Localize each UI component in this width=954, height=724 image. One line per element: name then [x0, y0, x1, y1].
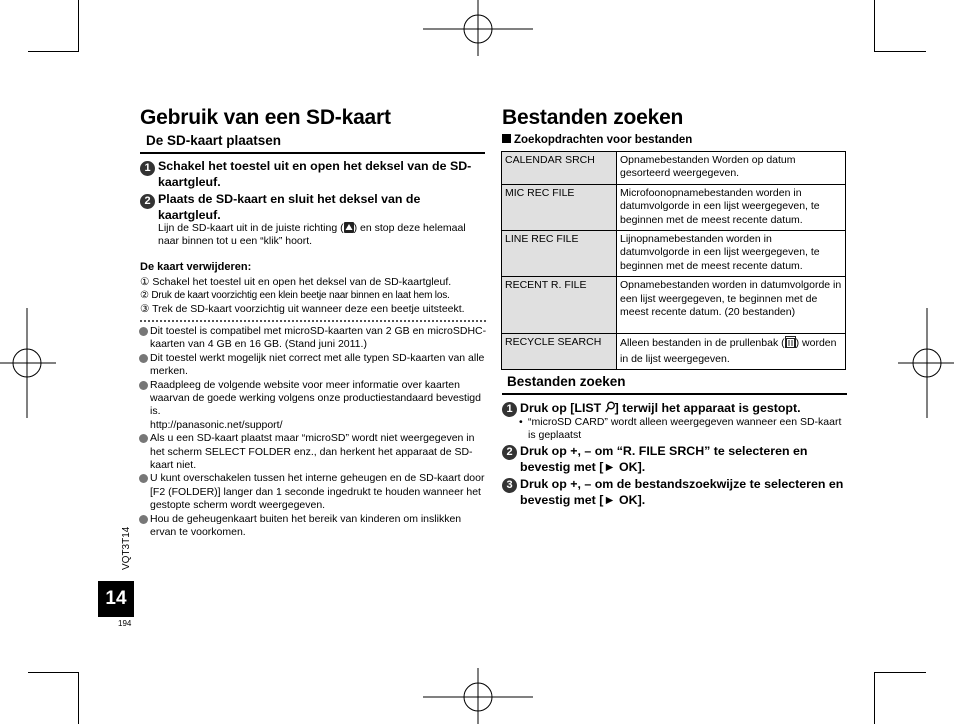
step-2-text: Plaats de SD-kaart en sluit het deksel van de kaartgleuf. [158, 192, 421, 222]
remove-list [140, 276, 488, 316]
crop-mark [874, 672, 926, 673]
crop-mark [28, 51, 79, 52]
registration-mark-left [0, 308, 56, 418]
list-item: Hou de geheugenkaart buiten het bereik van kinderen om inslikken ervan te voorkomen. [139, 513, 487, 540]
list-item: Dit toestel is compatibel met microSD-kaarten van 2 GB en microSDHC-kaarten van 4 GB en 16 GB. (Stand juni 2011.) [139, 325, 487, 352]
crop-mark [78, 672, 79, 724]
table-key: RECENT R. FILE [502, 277, 617, 334]
search-icon [605, 401, 615, 417]
table-key: LINE REC FILE [502, 231, 617, 277]
bullet-icon [139, 434, 148, 443]
section-rule [140, 152, 485, 154]
table-value: Alleen bestanden in de prullenbak ( ) worden in de lijst weergegeven. [617, 334, 846, 370]
model-code: VQT3T14 [121, 526, 132, 570]
list-item: ③ Trek de SD-kaart voorzichtig uit wanneer deze een beetje uitsteekt. [140, 302, 465, 315]
crop-mark [78, 0, 79, 52]
bullet-icon [139, 327, 148, 336]
step-number: 2 [502, 445, 517, 460]
square-bullet-icon [502, 134, 511, 143]
notes-list [139, 325, 487, 540]
crop-mark [874, 51, 926, 52]
remove-title: De kaart verwijderen: [140, 261, 252, 273]
table-title: Zoekopdrachten voor bestanden [502, 134, 692, 146]
support-url: http://panasonic.net/support/ [150, 418, 283, 431]
step-number: 1 [502, 402, 517, 417]
list-item: ① Schakel het toestel uit en open het deksel van de SD-kaartgleuf. [140, 276, 452, 288]
dotted-separator [140, 320, 486, 322]
bullet-icon [139, 354, 148, 363]
table-value: Opnamebestanden Worden op datum gesorteerd weergegeven. [617, 152, 846, 185]
sd-orientation-icon [344, 222, 354, 233]
list-item: Dit toestel werkt mogelijk niet correct met alle typen SD-kaarten van alle merken. [139, 352, 487, 379]
bullet-icon [139, 474, 148, 483]
bullet-icon [139, 381, 148, 390]
table-key: MIC REC FILE [502, 184, 617, 230]
sub-page-number: 194 [118, 619, 132, 628]
registration-mark-bottom [423, 668, 533, 724]
table-value: Opnamebestanden worden in datumvolgorde in een lijst weergegeven, te beginnen met de meest recente datum. (20 bestanden) [617, 277, 846, 334]
section-title-insert: De SD-kaart plaatsen [146, 133, 282, 148]
registration-mark-top [423, 0, 533, 56]
table-key: RECYCLE SEARCH [502, 334, 617, 370]
bullet-icon [139, 515, 148, 524]
table-key: CALENDAR SRCH [502, 152, 617, 185]
step-number: 2 [140, 194, 155, 209]
section-rule [502, 393, 847, 395]
list-item: U kunt overschakelen tussen het interne geheugen en de SD-kaart door [F2 (FOLDER)] langer dan 1 seconde ingedrukt te houden wanneer het gestopte scherm wordt weergegeven. [139, 472, 487, 512]
search-step-2-text: Druk op +, – om “R. FILE SRCH” te selecteren en bevestig met [► OK]. [520, 444, 808, 474]
table-value: Microfoonopnamebestanden worden in datumvolgorde in een lijst weergegeven, te beginnen met de meest recente datum. [617, 184, 846, 230]
search-modes-table [501, 151, 846, 370]
list-item: Als u een SD-kaart plaatst maar “microSD” wordt niet weergegeven in het scherm SELECT FOLDER enz., dan herkent het apparaat de SD-kaart niet. [139, 432, 487, 472]
crop-mark [874, 0, 875, 52]
step-number: 1 [140, 161, 155, 176]
page-number-tab: 14 [98, 581, 134, 617]
table-row [502, 184, 846, 230]
search-step-3 [502, 476, 850, 508]
step-number: 3 [502, 478, 517, 493]
step-1 [140, 158, 485, 190]
table-row [502, 152, 846, 185]
trash-icon [785, 336, 796, 352]
page-title-right: Bestanden zoeken [502, 106, 684, 129]
page-title-left: Gebruik van een SD-kaart [140, 106, 391, 129]
search-step-1-note: • “microSD CARD” wordt alleen weergegeven wanneer een SD-kaart is geplaatst [519, 416, 842, 442]
search-step-3-text: Druk op +, – om de bestandszoekwijze te selecteren en bevestig met [► OK]. [520, 477, 844, 507]
registration-mark-right [898, 308, 954, 418]
section-title-search: Bestanden zoeken [507, 374, 626, 389]
table-row [502, 334, 846, 370]
step-2 [140, 191, 485, 223]
step-2-note: Lijn de SD-kaart uit in de juiste richting ( ) en stop deze helemaal naar binnen tot u een “klik” hoort. [158, 222, 466, 248]
step-1-text: Schakel het toestel uit en open het deksel van de SD-kaartgleuf. [158, 159, 472, 189]
crop-mark [28, 672, 79, 673]
list-item: Raadpleeg de volgende website voor meer informatie over kaarten waarvan de goede werking volgens onze productiestandaard bevestigd is. http://panasonic.net/support/ [139, 379, 487, 433]
table-value: Lijnopnamebestanden worden in datumvolgorde in een lijst weergegeven, te beginnen met de meest recente datum. [617, 231, 846, 277]
crop-mark [874, 672, 875, 724]
list-item: ② Druk de kaart voorzichtig een klein beetje naar binnen en laat hem los. [140, 290, 450, 302]
table-row [502, 277, 846, 334]
search-step-1: 1 Druk op [LIST ] terwijl het apparaat is gestopt. [502, 400, 847, 417]
table-row [502, 231, 846, 277]
search-step-2 [502, 443, 847, 475]
